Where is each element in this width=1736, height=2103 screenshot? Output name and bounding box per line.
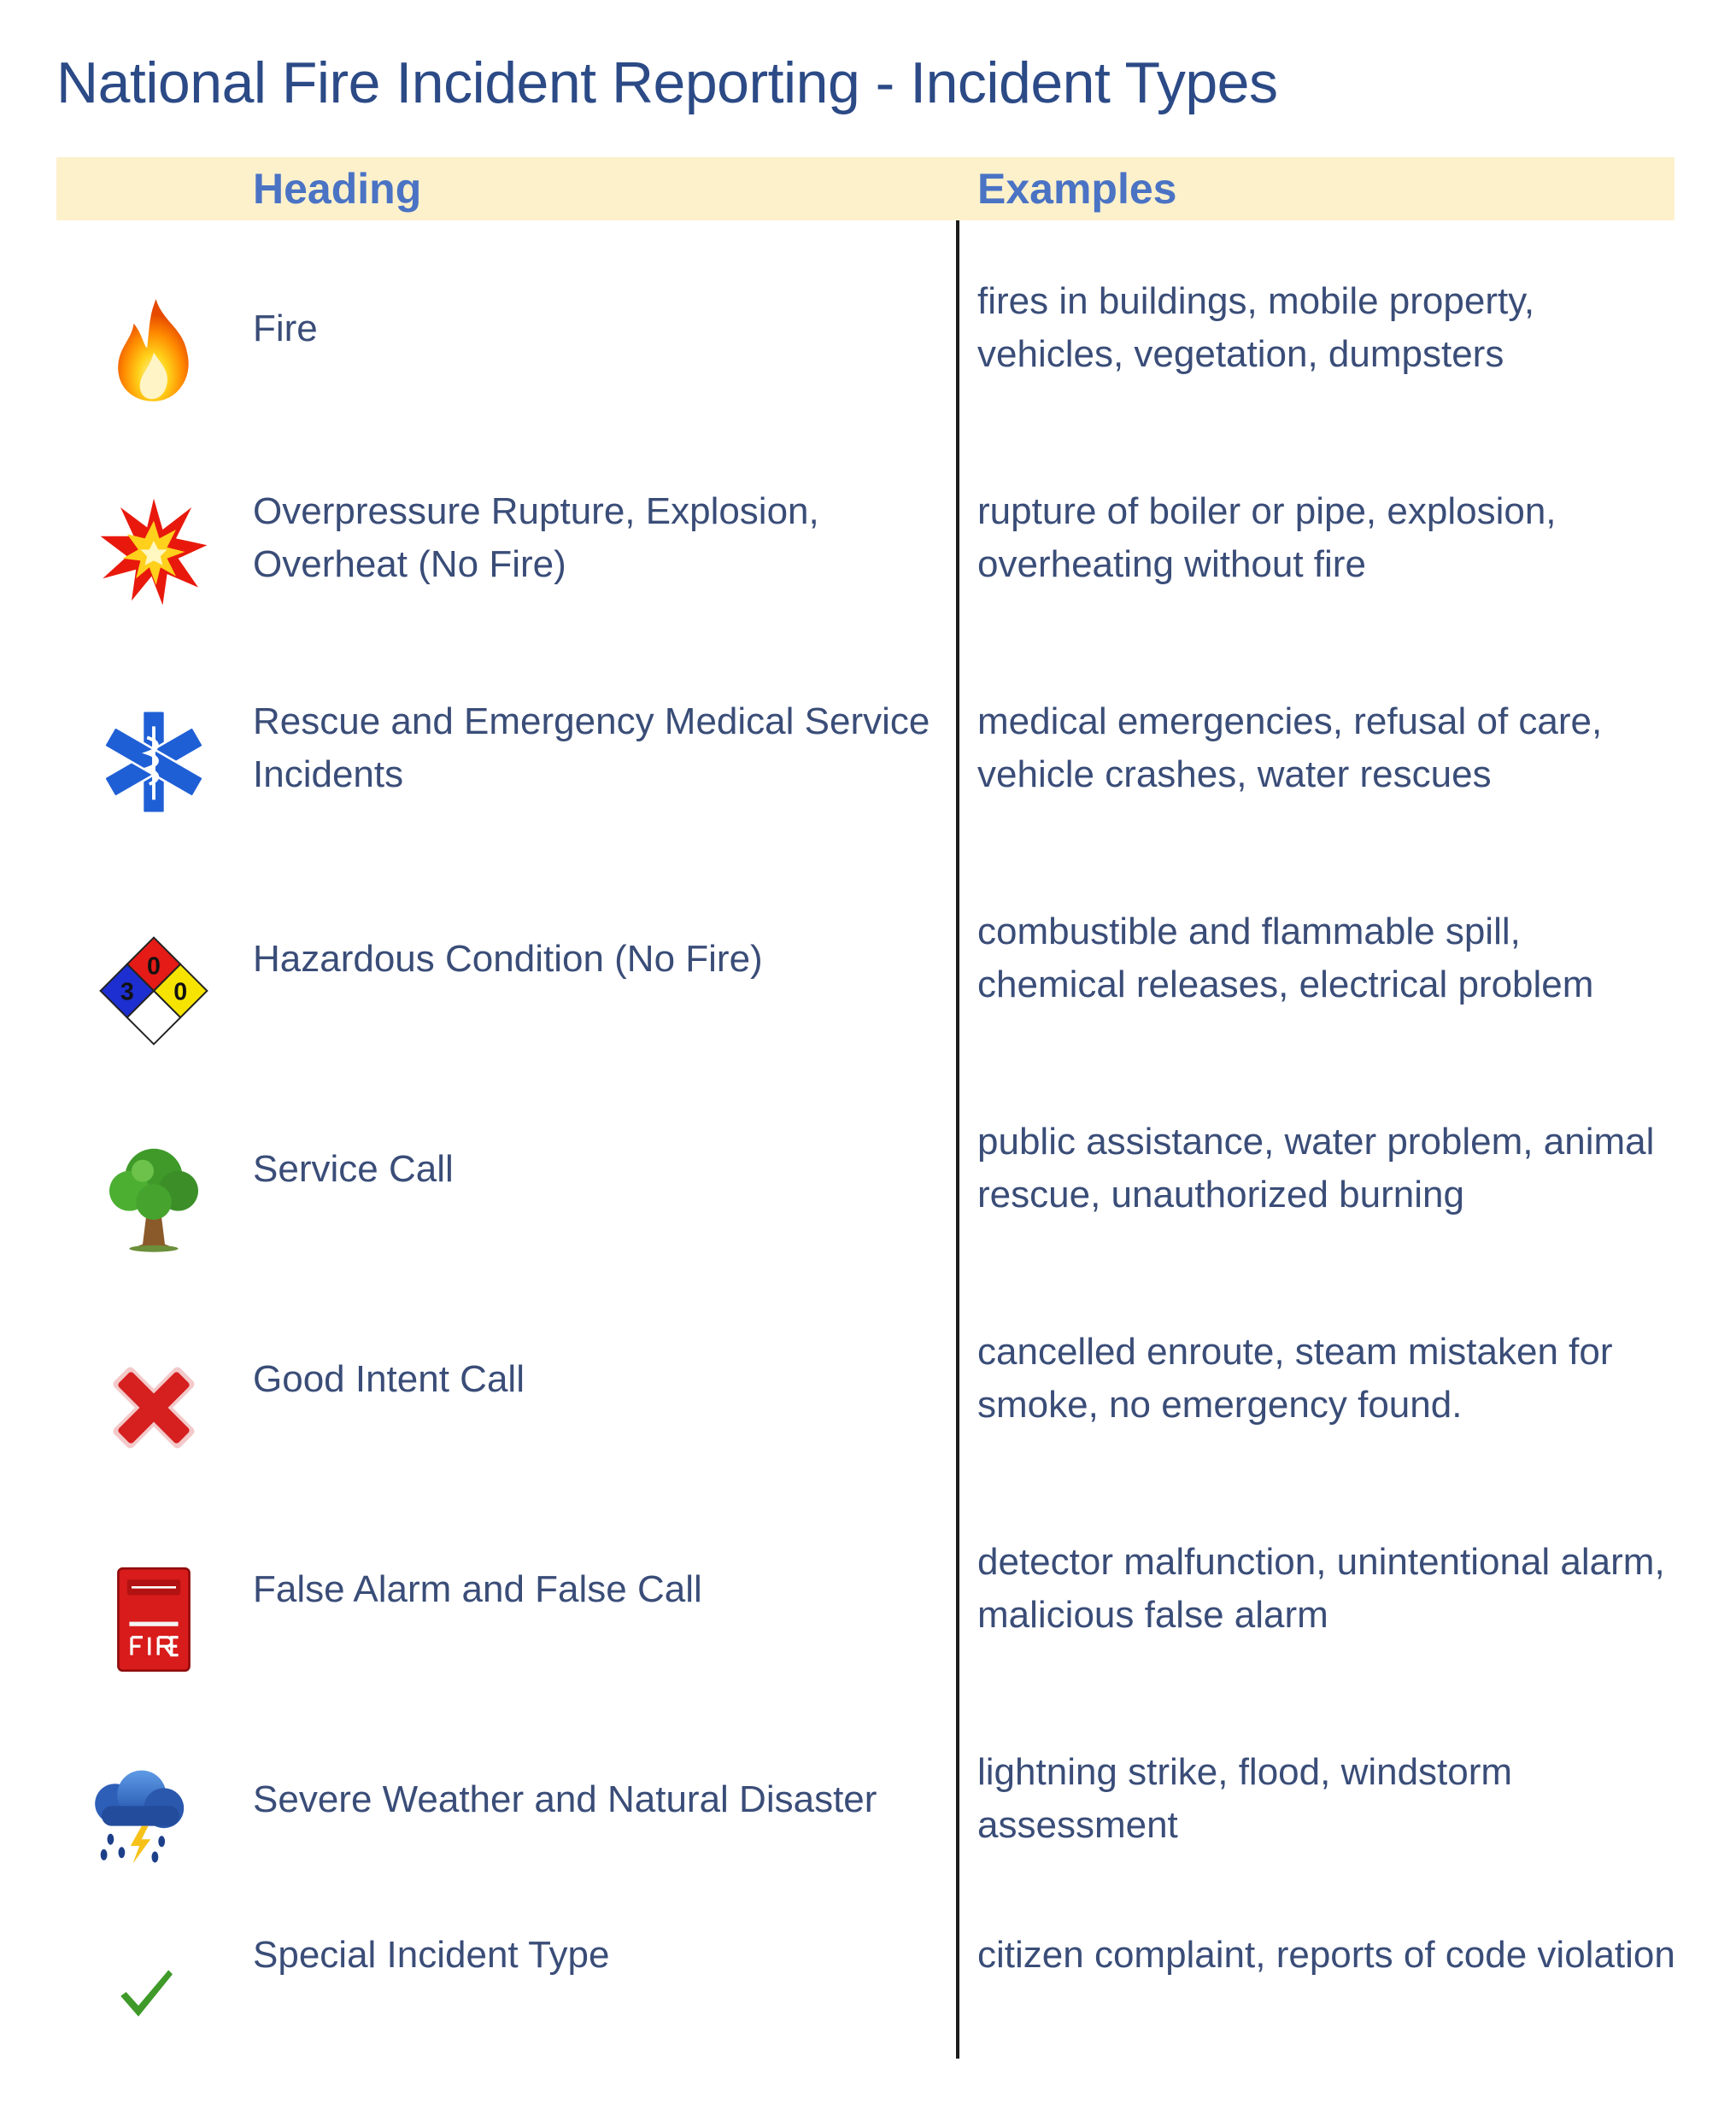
column-header-heading: Heading [253, 165, 422, 213]
storm-cloud-icon [75, 1753, 195, 1872]
table-row [0, 1080, 1736, 1290]
row-examples: cancelled enroute, steam mistaken for smoke, no emergency found. [977, 1331, 1613, 1426]
row-heading: Fire [253, 308, 318, 349]
row-examples: lightning strike, flood, windstorm assessment [977, 1751, 1513, 1846]
hazard-reactivity-value: 0 [173, 978, 188, 1006]
row-heading: Overpressure Rupture, Explosion, Overheat (No Fire) [253, 490, 819, 585]
table-row [0, 1893, 1736, 2103]
hazard-health-value: 3 [120, 978, 134, 1006]
fire-alarm-pull-station-icon [94, 1560, 214, 1679]
row-examples: rupture of boiler or pipe, explosion, overheating without fire [977, 490, 1557, 585]
row-examples: combustible and flammable spill, chemical releases, electrical problem [977, 911, 1594, 1005]
checkmark-icon [85, 1932, 205, 2052]
row-examples: medical emergencies, refusal of care, vehicle crashes, water rescues [977, 700, 1603, 795]
row-heading: False Alarm and False Call [253, 1568, 702, 1610]
table-row [0, 1290, 1736, 1500]
table-row [0, 1710, 1736, 1920]
row-heading: Service Call [253, 1148, 454, 1190]
table-row [0, 659, 1736, 870]
page-title: National Fire Incident Reporting - Incident Types [56, 50, 1278, 115]
table-row [0, 870, 1736, 1080]
row-heading: Special Incident Type [253, 1934, 610, 1976]
table-row [0, 239, 1736, 449]
row-examples: detector malfunction, unintentional alarm, malicious false alarm [977, 1541, 1665, 1636]
table-row [0, 449, 1736, 659]
row-heading: Good Intent Call [253, 1358, 525, 1400]
column-header-examples: Examples [977, 165, 1177, 213]
hazard-flammability-value: 0 [147, 952, 161, 981]
star-of-life-icon [94, 702, 214, 822]
nfpa-hazard-diamond-icon [94, 931, 214, 1051]
tree-icon [94, 1138, 214, 1257]
row-examples: citizen complaint, reports of code violation [977, 1934, 1675, 1976]
row-examples: fires in buildings, mobile property, vehicles, vegetation, dumpsters [977, 280, 1535, 375]
row-heading: Severe Weather and Natural Disaster [253, 1778, 877, 1820]
row-heading: Rescue and Emergency Medical Service Incidents [253, 700, 930, 795]
fire-icon [94, 290, 214, 410]
row-heading: Hazardous Condition (No Fire) [253, 938, 763, 980]
red-x-icon [94, 1348, 214, 1467]
explosion-icon [94, 492, 214, 612]
table-row [0, 1500, 1736, 1710]
row-examples: public assistance, water problem, animal rescue, unauthorized burning [977, 1121, 1655, 1216]
